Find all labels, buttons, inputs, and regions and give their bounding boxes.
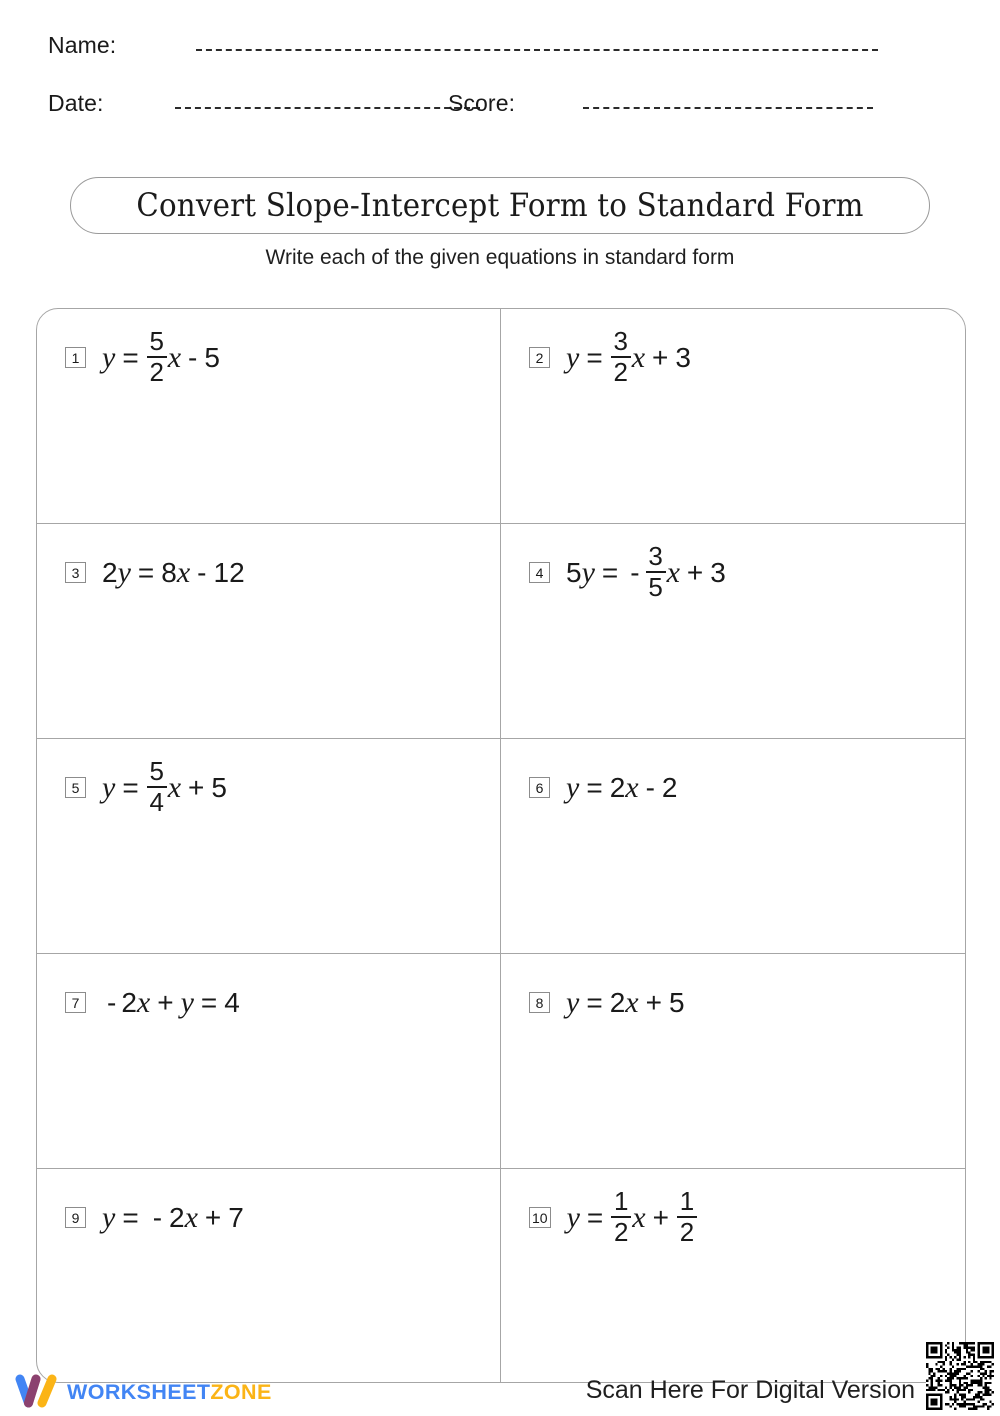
fraction bbox=[677, 1186, 697, 1248]
variable: y bbox=[117, 556, 131, 589]
problem-number-badge: 1 bbox=[65, 347, 86, 368]
operator: - bbox=[152, 1202, 163, 1233]
operator: - bbox=[645, 772, 655, 803]
operator: = bbox=[200, 987, 218, 1018]
equation bbox=[566, 765, 678, 811]
number: 3 bbox=[710, 557, 726, 588]
operator: + bbox=[204, 1202, 222, 1233]
variable: y bbox=[102, 1201, 116, 1234]
operator: + bbox=[645, 987, 662, 1018]
number: 5 bbox=[668, 987, 685, 1018]
operator: = bbox=[122, 342, 139, 373]
operator: = bbox=[122, 772, 139, 803]
variable: x bbox=[666, 556, 680, 589]
fraction bbox=[611, 326, 631, 388]
operator: + bbox=[157, 987, 174, 1018]
operator: - bbox=[630, 557, 640, 588]
number: 12 bbox=[213, 557, 245, 588]
scan-prompt-text: Scan Here For Digital Version bbox=[585, 1376, 915, 1404]
problem-number-badge: 9 bbox=[65, 1207, 86, 1228]
operator: + bbox=[652, 342, 669, 373]
problem-cell-8[interactable] bbox=[501, 954, 965, 1168]
name-label: Name: bbox=[48, 32, 117, 58]
fraction bbox=[611, 1186, 631, 1248]
number: 5 bbox=[211, 772, 227, 803]
fraction-denominator: 2 bbox=[613, 357, 628, 388]
score-field-row bbox=[448, 90, 873, 117]
equation bbox=[102, 1195, 244, 1241]
problem-number-badge: 6 bbox=[529, 777, 550, 798]
number: 2 bbox=[169, 1202, 185, 1233]
problem-cell-9[interactable] bbox=[37, 1169, 501, 1383]
number: 4 bbox=[224, 987, 240, 1018]
problem-number-badge: 10 bbox=[529, 1207, 551, 1228]
variable: x bbox=[631, 341, 646, 374]
problem-cell-5[interactable] bbox=[37, 739, 501, 953]
problem-row bbox=[37, 309, 965, 524]
problem-cell-6[interactable] bbox=[501, 739, 965, 953]
number: 2 bbox=[121, 987, 137, 1018]
date-field-row bbox=[48, 90, 480, 117]
number: 3 bbox=[675, 342, 691, 373]
operator: = bbox=[137, 557, 155, 588]
worksheet-zone-logo[interactable] bbox=[14, 1372, 272, 1412]
fraction-numerator: 3 bbox=[613, 326, 628, 357]
problem-table bbox=[36, 308, 966, 1383]
number: 2 bbox=[609, 987, 626, 1018]
fraction-denominator: 2 bbox=[614, 1217, 629, 1248]
logo-text-worksheet: WORKSHEET bbox=[67, 1379, 211, 1404]
operator: + bbox=[652, 1202, 669, 1233]
variable: x bbox=[625, 986, 639, 1019]
problem-row bbox=[37, 739, 965, 954]
equation bbox=[566, 980, 685, 1026]
qr-code[interactable] bbox=[926, 1342, 994, 1410]
logo-text-zone: ZONE bbox=[210, 1379, 272, 1404]
problem-number-badge: 3 bbox=[65, 562, 86, 583]
operator: + bbox=[686, 557, 704, 588]
equation bbox=[566, 541, 726, 603]
problem-number-badge: 4 bbox=[529, 562, 550, 583]
problem-row bbox=[37, 1169, 965, 1383]
fraction bbox=[646, 541, 666, 603]
page-title: Convert Slope-Intercept Form to Standard Form bbox=[136, 187, 864, 224]
problem-cell-2[interactable] bbox=[501, 309, 965, 523]
problem-cell-10[interactable] bbox=[501, 1169, 965, 1383]
problem-cell-1[interactable] bbox=[37, 309, 501, 523]
fraction bbox=[147, 756, 167, 818]
equation bbox=[102, 550, 245, 596]
worksheet-header bbox=[0, 0, 1000, 150]
equation bbox=[102, 756, 227, 818]
equation bbox=[102, 980, 240, 1026]
fraction-numerator: 5 bbox=[149, 326, 164, 357]
fraction-denominator: 2 bbox=[149, 357, 164, 388]
score-label: Score: bbox=[448, 90, 516, 116]
operator: + bbox=[188, 772, 205, 803]
instructions: Write each of the given equations in standard form bbox=[265, 246, 735, 269]
operator: = bbox=[586, 342, 603, 373]
number: 7 bbox=[228, 1202, 244, 1233]
date-input-line[interactable] bbox=[175, 97, 480, 111]
variable: y bbox=[566, 1201, 580, 1234]
fraction-numerator: 1 bbox=[679, 1186, 695, 1217]
problem-number-badge: 5 bbox=[65, 777, 86, 798]
number: 2 bbox=[102, 557, 118, 588]
variable: x bbox=[176, 556, 191, 589]
fraction bbox=[147, 326, 167, 388]
problem-number-badge: 8 bbox=[529, 992, 550, 1013]
fraction-denominator: 2 bbox=[679, 1217, 695, 1248]
equation bbox=[566, 326, 691, 388]
problem-number-badge: 2 bbox=[529, 347, 550, 368]
number: 2 bbox=[661, 772, 678, 803]
operator: = bbox=[586, 1202, 604, 1233]
variable: y bbox=[581, 556, 595, 589]
problem-cell-3[interactable] bbox=[37, 524, 501, 738]
variable: x bbox=[167, 341, 182, 374]
fraction-numerator: 1 bbox=[614, 1186, 629, 1217]
variable: x bbox=[167, 771, 182, 804]
variable: x bbox=[136, 986, 151, 1019]
logo-w-icon bbox=[14, 1372, 60, 1412]
score-input-line[interactable] bbox=[583, 97, 873, 111]
variable: y bbox=[102, 341, 116, 374]
operator: = bbox=[586, 772, 603, 803]
variable: x bbox=[184, 1201, 198, 1234]
qr-code-image bbox=[926, 1342, 994, 1410]
fraction-numerator: 3 bbox=[648, 541, 663, 572]
variable: x bbox=[625, 771, 639, 804]
problem-row bbox=[37, 524, 965, 739]
fraction-denominator: 4 bbox=[149, 787, 164, 818]
number: 8 bbox=[161, 557, 177, 588]
operator: = bbox=[601, 557, 619, 588]
variable: y bbox=[566, 986, 580, 1019]
fraction-numerator: 5 bbox=[149, 756, 164, 787]
operator: - bbox=[197, 557, 207, 588]
name-input-line[interactable] bbox=[196, 39, 878, 53]
problem-row bbox=[37, 954, 965, 1169]
variable: x bbox=[632, 1201, 646, 1234]
number: 5 bbox=[204, 342, 220, 373]
date-label: Date: bbox=[48, 90, 104, 116]
operator: - bbox=[188, 342, 198, 373]
logo-wordmark bbox=[67, 1380, 272, 1405]
operator: - bbox=[107, 987, 117, 1018]
number: 5 bbox=[566, 557, 582, 588]
name-field-row bbox=[48, 32, 878, 59]
fraction-denominator: 5 bbox=[648, 572, 663, 603]
worksheet-title-banner bbox=[70, 177, 930, 234]
problem-cell-7[interactable] bbox=[37, 954, 501, 1168]
number: 2 bbox=[609, 772, 626, 803]
equation bbox=[566, 1186, 698, 1248]
variable: y bbox=[180, 986, 194, 1019]
problem-number-badge: 7 bbox=[65, 992, 86, 1013]
problem-cell-4[interactable] bbox=[501, 524, 965, 738]
operator: = bbox=[122, 1202, 139, 1233]
variable: y bbox=[102, 771, 116, 804]
equation bbox=[102, 326, 220, 388]
operator: = bbox=[586, 987, 603, 1018]
variable: y bbox=[566, 771, 580, 804]
page-footer bbox=[0, 1372, 1000, 1416]
variable: y bbox=[566, 341, 580, 374]
